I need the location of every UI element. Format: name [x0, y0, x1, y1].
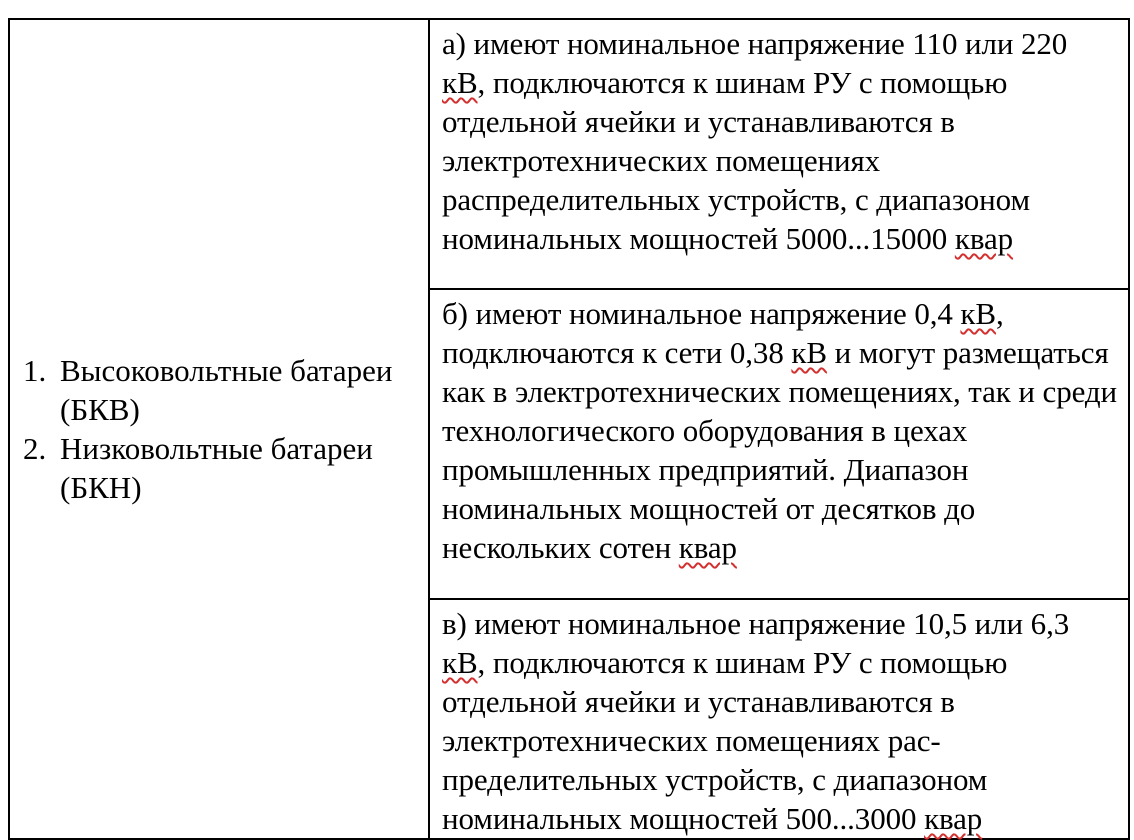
text-segment: , подключаются к шинам РУ с помощью отдельной ячейки и устанавливаются в электротехнических помещениях рас-пределительных устройств, с диапазоном номинальных мощностей 500...3000 — [442, 645, 1008, 836]
description-cell-a — [429, 19, 1129, 289]
list-item — [10, 351, 428, 429]
spellcheck-word: кВ — [442, 65, 478, 100]
text-segment: , подключаются к шинам РУ с помощью отдельной ячейки и устанавливаются в электротехнических помещениях распределительных устройств, с диапазоном номинальных мощностей 5000...15000 — [442, 65, 1031, 256]
description-text-a — [430, 20, 1128, 258]
list-item-text: Низковольтные батареи (БКН) — [60, 431, 373, 505]
description-cell-c — [429, 599, 1129, 839]
battery-types-list — [10, 351, 428, 507]
list-item-text: Высоковольтные батареи (БКВ) — [60, 353, 393, 427]
description-cell-b — [429, 289, 1129, 599]
text-segment: , подключаются к сети 0,38 — [442, 296, 1004, 370]
spellcheck-word: квар — [924, 801, 983, 836]
text-segment: в) имеют номинальное напряжение 10,5 или 6,3 — [442, 606, 1070, 641]
spellcheck-word: кВ — [791, 335, 827, 370]
spellcheck-word: квар — [954, 221, 1014, 256]
text-segment: б) имеют номинальное напряжение 0,4 — [442, 296, 961, 331]
table-row — [9, 19, 1129, 289]
spellcheck-word: кВ — [960, 296, 996, 331]
spellcheck-word: кВ — [442, 645, 478, 680]
battery-types-cell — [9, 19, 429, 839]
spellcheck-word: квар — [678, 530, 737, 565]
classification-table — [8, 18, 1130, 840]
list-item — [10, 429, 428, 507]
list-number: 1. — [23, 353, 47, 388]
text-segment: и могут размещаться как в электротехнических помещениях, так и среди технологического оборудования в цехах промышленных предприятий. Диапазон номинальных мощностей от десятков до нескольких сотен — [442, 335, 1118, 565]
description-text-b — [430, 290, 1128, 567]
text-segment: а) имеют номинальное напряжение 110 или 220 — [442, 26, 1068, 61]
description-text-c — [430, 600, 1128, 838]
list-number: 2. — [23, 431, 47, 466]
